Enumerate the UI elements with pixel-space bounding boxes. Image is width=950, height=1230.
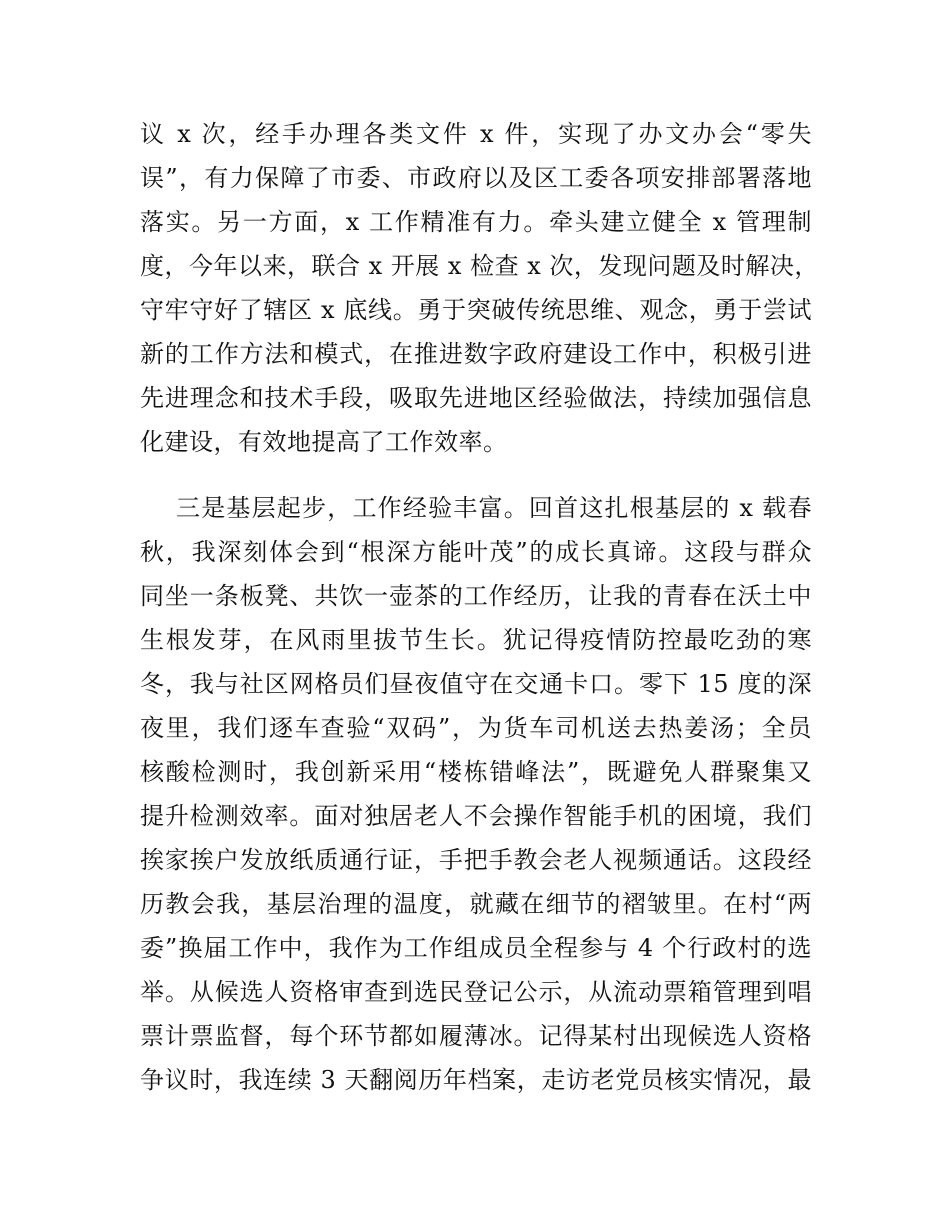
text-line: 误”，有力保障了市委、市政府以及区工委各项安排部署落地 (140, 164, 812, 192)
paragraph-1 (140, 112, 819, 464)
text-line: 议 x 次，经手办理各类文件 x 件，实现了办文办会“零失 (140, 120, 812, 148)
text-line: 争议时，我连续 3 天翻阅历年档案，走访老党员核实情况，最 (140, 1066, 812, 1094)
document-body (140, 112, 819, 1102)
text-line: 度，今年以来，联合 x 开展 x 检查 x 次，发现问题及时解决， (140, 252, 819, 280)
text-line: 举。从候选人资格审查到选民登记公示，从流动票箱管理到唱 (140, 978, 812, 1006)
text-line: 同坐一条板凳、共饮一壶茶的工作经历，让我的青春在沃土中 (140, 582, 812, 610)
text-line: 冬，我与社区网格员们昼夜值守在交通卡口。零下 15 度的深 (140, 670, 812, 698)
text-line: 守牢守好了辖区 x 底线。勇于突破传统思维、观念，勇于尝试 (140, 296, 812, 324)
text-line: 落实。另一方面，x 工作精准有力。牵头建立健全 x 管理制 (140, 208, 812, 236)
text-line: 挨家挨户发放纸质通行证，手把手教会老人视频通话。这段经 (140, 846, 812, 874)
text-line: 先进理念和技术手段，吸取先进地区经验做法，持续加强信息 (140, 384, 812, 412)
text-line: 委”换届工作中，我作为工作组成员全程参与 4 个行政村的选 (140, 934, 812, 962)
paragraph-spacer (140, 464, 812, 486)
text-line: 生根发芽，在风雨里拔节生长。犹记得疫情防控最吃劲的寒 (140, 626, 812, 654)
text-line: 三是基层起步，工作经验丰富。回首这扎根基层的 x 载春 (176, 494, 812, 522)
text-line: 历教会我，基层治理的温度，就藏在细节的褶皱里。在村“两 (140, 890, 812, 918)
text-line: 化建设，有效地提高了工作效率。 (140, 428, 508, 456)
text-line: 秋，我深刻体会到“根深方能叶茂”的成长真谛。这段与群众 (140, 538, 812, 566)
text-line: 夜里，我们逐车查验“双码”，为货车司机送去热姜汤；全员 (140, 714, 812, 742)
text-line: 票计票监督，每个环节都如履薄冰。记得某村出现候选人资格 (140, 1022, 812, 1050)
text-line: 提升检测效率。面对独居老人不会操作智能手机的困境，我们 (140, 802, 812, 830)
text-line: 新的工作方法和模式，在推进数字政府建设工作中，积极引进 (140, 340, 812, 368)
paragraph-2 (140, 486, 812, 1102)
text-line: 核酸检测时，我创新采用“楼栋错峰法”，既避免人群聚集又 (140, 758, 812, 786)
